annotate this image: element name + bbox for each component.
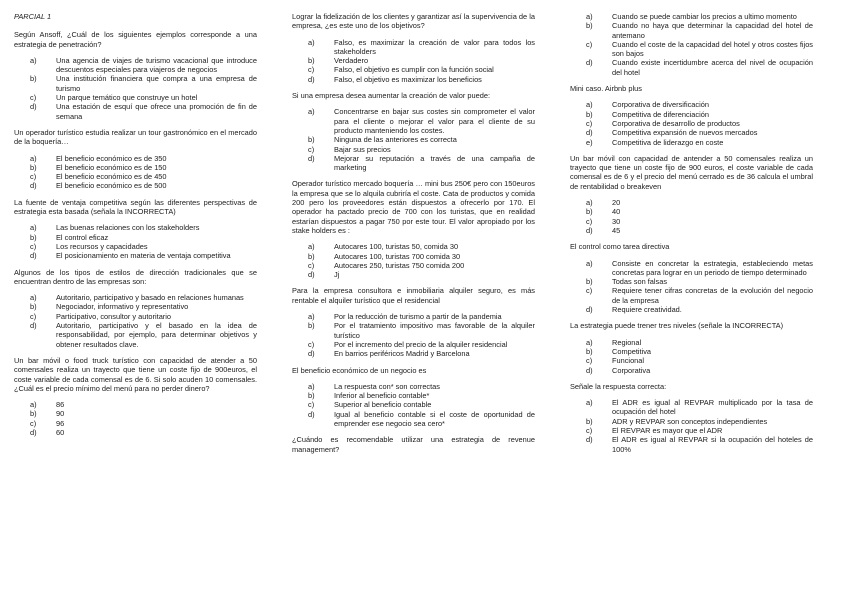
option-letter: d) <box>30 251 37 261</box>
question-block <box>570 84 813 147</box>
option-text: Consiste en concretar la estrategia, estableciendo metas concretas para lograr en un periodo de tiempo determinado <box>612 258 813 277</box>
answer-options <box>14 293 257 349</box>
question-text: Un bar móvil con capacidad de antender a 50 comensales realiza un trayecto que tiene un coste fijo de 900 euros, el coste variable de cada comensal es de 6 y el precio del menú cerrado es de 36 calcula el umbral de rentabilidad o breakeven <box>570 153 813 191</box>
option-letter: c) <box>586 286 593 296</box>
answer-options <box>292 38 535 84</box>
answer-option <box>292 312 535 321</box>
option-text: Una institución financiera que compra a una empresa de turismo <box>56 74 257 93</box>
option-text: 96 <box>56 418 65 428</box>
answer-option <box>570 110 813 119</box>
answer-option <box>292 56 535 65</box>
answer-option <box>14 163 257 172</box>
answer-option <box>292 145 535 154</box>
answer-option <box>14 172 257 181</box>
answer-option <box>570 21 813 40</box>
answer-option <box>570 217 813 226</box>
column-1 <box>14 12 257 444</box>
option-text: El ADR es igual al REVPAR multiplicado por la tasa de ocupación del hotel <box>612 398 813 417</box>
answer-option <box>14 419 257 428</box>
option-letter: d) <box>30 181 37 191</box>
answer-option <box>570 347 813 356</box>
answer-option <box>292 400 535 409</box>
option-text: 45 <box>612 225 621 235</box>
option-text: Requiere tener cifras concretas de la evolución del negocio de la empresa <box>612 286 813 305</box>
option-letter: d) <box>30 427 37 437</box>
answer-option <box>292 65 535 74</box>
option-letter: a) <box>586 12 593 21</box>
option-text: Autocares 100, turistas 700 comida 30 <box>334 251 461 261</box>
answer-option <box>570 128 813 137</box>
question-block <box>292 179 535 279</box>
answer-option <box>292 252 535 261</box>
answer-options <box>570 100 813 146</box>
answer-option <box>292 349 535 358</box>
question-text: El beneficio económico de un negocio es <box>292 365 427 375</box>
question-text: Lograr la fidelización de los clientes y garantizar así la supervivencia de la empresa, ¿es este uno de los objetivos? <box>292 12 535 31</box>
option-letter: c) <box>586 425 593 435</box>
question-block <box>292 12 535 84</box>
option-text: Por la reducción de turismo a partir de la pandemia <box>334 312 502 322</box>
question-block <box>292 286 535 358</box>
answer-option <box>292 107 535 135</box>
option-letter: d) <box>308 74 315 84</box>
option-text: Por el tratamiento impositivo mas favorable de la alquiler turístico <box>334 321 535 340</box>
answer-option <box>14 428 257 437</box>
answer-option <box>292 135 535 144</box>
question-text: La estrategia puede trener tres niveles (señale la INCORRECTA) <box>570 321 784 331</box>
answer-option <box>292 391 535 400</box>
option-letter: c) <box>308 144 315 154</box>
answer-option <box>14 56 257 75</box>
option-letter: d) <box>308 270 315 280</box>
option-text: Cuando el coste de la capacidad del hotel y otros costes fijos son bajos <box>612 39 813 59</box>
option-text: Negociador, informativo y representativo <box>56 302 189 312</box>
answer-option <box>570 338 813 347</box>
option-text: Autoritario, participativo y basado en relaciones humanas <box>56 293 244 303</box>
option-text: Un parque temático que construye un hotel <box>56 93 198 103</box>
answer-option <box>570 398 813 417</box>
option-text: 20 <box>612 198 621 208</box>
option-letter: a) <box>586 258 593 268</box>
option-text: Falso, el objetivo es maximizar los beneficios <box>334 74 482 84</box>
option-letter: a) <box>308 312 315 322</box>
answer-options <box>570 198 813 235</box>
question-block <box>292 91 535 172</box>
question-block <box>570 12 813 77</box>
question-block <box>570 321 813 374</box>
question-block <box>14 268 257 349</box>
option-letter: b) <box>308 56 315 66</box>
option-letter: c) <box>586 356 593 366</box>
column-2 <box>292 12 535 461</box>
option-text: Los recursos y capacidades <box>56 241 148 251</box>
answer-option <box>570 119 813 128</box>
option-letter: a) <box>30 153 37 163</box>
answer-option <box>292 38 535 57</box>
page-title: PARCIAL 1 <box>14 12 52 21</box>
option-text: Por el incremento del precio de la alquiler residencial <box>334 339 508 349</box>
option-text: Una agencia de viajes de turismo vacacional que introduce descuentos especiales para viajeros de negocios <box>56 55 257 75</box>
answer-option <box>570 12 813 21</box>
option-letter: d) <box>586 435 593 445</box>
option-text: Competitiva expansión de nuevos mercados <box>612 128 758 138</box>
option-letter: b) <box>30 302 37 312</box>
question-text: Operador turístico mercado boquería … mini bus 250€ pero con 150euros la empresa que se lo alquila cubriría el coste. Cata de productos y comida 200 pero los proveedores están dispuestos a ofrecerlo por 170. El operador ha pactado precio de 700 con los turistas, que en realidad estarían dispuestos a pagar 750 por este tour. El valor apropiado por los stake holders es : <box>292 179 535 235</box>
option-letter: d) <box>586 58 593 68</box>
answer-option <box>14 312 257 321</box>
option-text: 30 <box>612 216 621 226</box>
answer-option <box>570 417 813 426</box>
answer-option <box>14 251 257 260</box>
option-text: 40 <box>612 207 621 217</box>
option-letter: c) <box>308 400 315 410</box>
option-letter: b) <box>586 416 593 426</box>
option-text: Bajar sus precios <box>334 144 391 154</box>
answer-option <box>570 356 813 365</box>
answer-options <box>292 312 535 358</box>
option-letter: d) <box>308 409 315 419</box>
option-text: Requiere creatividad. <box>612 305 682 315</box>
answer-option <box>292 410 535 429</box>
answer-options <box>14 154 257 191</box>
answer-option <box>14 93 257 102</box>
option-text: Corporativa <box>612 365 651 375</box>
question-text: Para la empresa consultora e inmobiliaria alquiler seguro, es más rentable el alquiler turístico que el residencial <box>292 286 535 305</box>
question-block <box>570 242 813 314</box>
option-text: El beneficio económico es de 150 <box>56 162 167 172</box>
answer-option <box>14 321 257 349</box>
option-text: Inferior al beneficio contable* <box>334 391 430 401</box>
answer-option <box>570 40 813 59</box>
option-text: El beneficio económico es de 450 <box>56 172 167 182</box>
option-letter: e) <box>586 137 593 147</box>
question-block <box>14 198 257 261</box>
option-text: Una estación de esquí que ofrece una promoción de fin de semana <box>56 102 257 121</box>
option-text: 90 <box>56 409 65 419</box>
option-text: Competitiva <box>612 346 652 356</box>
option-letter: c) <box>30 311 37 321</box>
option-letter: c) <box>30 172 37 182</box>
question-text: Algunos de los tipos de estilos de dirección tradicionales que se encuentran dentro de las empresas son: <box>14 267 257 286</box>
option-letter: a) <box>586 337 593 347</box>
option-letter: a) <box>308 37 315 47</box>
question-block <box>292 435 535 454</box>
option-letter: d) <box>586 365 593 375</box>
answer-option <box>14 400 257 409</box>
answer-option <box>14 74 257 93</box>
question-text: El control como tarea directiva <box>570 242 670 252</box>
option-text: La respuesta con* son correctas <box>334 381 440 391</box>
answer-options <box>570 12 813 77</box>
option-letter: a) <box>30 55 37 65</box>
question-block <box>570 154 813 235</box>
answer-option <box>570 426 813 435</box>
answer-options <box>570 398 813 454</box>
option-letter: d) <box>30 321 37 331</box>
answer-options <box>14 223 257 260</box>
option-letter: a) <box>30 293 37 303</box>
answer-option <box>570 277 813 286</box>
option-text: Falso, el objetivo es cumplir con la función social <box>334 65 494 75</box>
option-letter: d) <box>586 128 593 138</box>
option-text: Verdadero <box>334 56 369 66</box>
option-text: El beneficio económico es de 350 <box>56 153 167 163</box>
option-letter: b) <box>308 391 315 401</box>
option-text: Autoritario, participativo y el basado en la idea de responsabilidad, por ejemplo, para determinar objetivos y obtener resultados clave. <box>56 321 257 349</box>
answer-options <box>570 338 813 375</box>
option-text: Igual al beneficio contable si el coste de oportunidad de emprender ese negocio sea cero* <box>334 409 535 428</box>
answer-option <box>14 409 257 418</box>
option-text: Ninguna de las anteriores es correcta <box>334 135 457 145</box>
answer-option <box>570 226 813 235</box>
answer-option <box>14 302 257 311</box>
option-text: En barrios periféricos Madrid y Barcelona <box>334 349 470 359</box>
option-letter: a) <box>586 398 593 408</box>
option-text: Concentrarse en bajar sus costes sin comprometer el valor para el cliente o mejorar el valor para el cliente de su producto manteniendo los costes. <box>334 107 535 135</box>
option-letter: c) <box>586 39 593 49</box>
question-text: ¿Cuándo es recomendable utilizar una estrategia de revenue management? <box>292 435 535 454</box>
answer-option <box>570 198 813 207</box>
option-letter: c) <box>30 241 37 251</box>
option-letter: d) <box>308 153 315 163</box>
answer-option <box>14 233 257 242</box>
answer-options <box>570 259 813 315</box>
question-block <box>570 382 813 454</box>
answer-option <box>570 58 813 77</box>
option-letter: c) <box>308 260 315 270</box>
option-letter: b) <box>30 74 37 84</box>
option-text: Regional <box>612 337 642 347</box>
answer-option <box>570 435 813 454</box>
answer-options <box>14 56 257 121</box>
option-letter: c) <box>30 93 37 103</box>
question-text: Señale la respuesta correcta: <box>570 381 667 391</box>
answer-option <box>570 207 813 216</box>
option-letter: a) <box>30 400 37 410</box>
option-letter: a) <box>30 223 37 233</box>
answer-option <box>570 366 813 375</box>
option-text: El control eficaz <box>56 232 109 242</box>
answer-option <box>292 321 535 340</box>
option-letter: b) <box>586 207 593 217</box>
question-block <box>292 366 535 429</box>
option-text: Competitiva de liderazgo en coste <box>612 137 724 147</box>
answer-option <box>292 270 535 279</box>
option-text: Corporativa de diversificación <box>612 100 709 110</box>
question-block <box>14 30 257 121</box>
column-3 <box>570 12 813 461</box>
answer-option <box>292 75 535 84</box>
answer-option <box>570 286 813 305</box>
question-block <box>14 356 257 437</box>
option-text: Corporativa de desarrollo de productos <box>612 118 740 128</box>
answer-option <box>14 102 257 121</box>
option-letter: b) <box>586 277 593 287</box>
answer-option <box>292 340 535 349</box>
option-text: ADR y REVPAR son conceptos independientes <box>612 416 768 426</box>
option-text: Participativo, consultor y autoritario <box>56 311 172 321</box>
option-letter: b) <box>586 109 593 119</box>
answer-option <box>570 138 813 147</box>
option-text: Competitiva de diferenciación <box>612 109 709 119</box>
option-text: Funcional <box>612 356 645 366</box>
option-text: Cuando se puede cambiar los precios a ultimo momento <box>612 12 797 21</box>
option-letter: d) <box>30 102 37 112</box>
option-letter: a) <box>308 381 315 391</box>
option-letter: c) <box>586 118 593 128</box>
option-text: El beneficio económico es de 500 <box>56 181 167 191</box>
question-text: Mini caso. Airbnb plus <box>570 84 642 94</box>
option-text: Cuando no haya que determinar la capacidad del hotel de antemano <box>612 21 813 40</box>
option-letter: d) <box>308 349 315 359</box>
option-text: Las buenas relaciones con los stakeholders <box>56 223 200 233</box>
question-text: Un bar móvil o food truck turístico con capacidad de atender a 50 comensales realiza un trayecto que tiene un coste fijo de 900euros, el coste variable de cada comensal es de 6. Si solo acuden 10 comensales. ¿Cuál es el precio mínimo del menú para no perder dinero? <box>14 355 257 393</box>
option-letter: b) <box>30 162 37 172</box>
option-letter: b) <box>30 232 37 242</box>
answer-option <box>570 259 813 278</box>
question-text: Según Ansoff, ¿Cuál de los siguientes ejemplos corresponde a una estrategia de penetración? <box>14 30 257 49</box>
answer-option <box>292 382 535 391</box>
option-text: El posicionamiento en materia de ventaja competitiva <box>56 251 231 261</box>
option-letter: a) <box>308 242 315 252</box>
option-letter: c) <box>308 339 315 349</box>
answer-option <box>14 242 257 251</box>
question-text: Un operador turístico estudia realizar un tour gastronómico en el mercado de la boquería… <box>14 127 257 147</box>
option-text: Autocares 250, turistas 750 comida 200 <box>334 260 465 270</box>
option-letter: b) <box>308 321 315 331</box>
option-text: Falso, es maximizar la creación de valor para todos los stakeholders <box>334 37 535 56</box>
answer-option <box>292 242 535 251</box>
option-text: Mejorar su reputación a través de una campaña de marketing <box>334 153 535 173</box>
answer-option <box>570 100 813 109</box>
answer-options <box>292 107 535 172</box>
answer-option <box>14 293 257 302</box>
answer-options <box>14 400 257 437</box>
answer-option <box>14 181 257 190</box>
option-letter: a) <box>586 100 593 110</box>
answer-option <box>292 261 535 270</box>
answer-option <box>14 154 257 163</box>
option-text: Autocares 100, turistas 50, comida 30 <box>334 242 459 252</box>
option-letter: c) <box>308 65 315 75</box>
option-letter: c) <box>30 418 37 428</box>
option-letter: d) <box>586 225 593 235</box>
question-text: La fuente de ventaja competitiva según las diferentes perspectivas de estrategia esta basada (señala la INCORRECTA) <box>14 197 257 217</box>
option-letter: a) <box>586 198 593 208</box>
option-letter: b) <box>30 409 37 419</box>
option-letter: a) <box>308 107 315 117</box>
option-text: Cuando existe incertidumbre acerca del nivel de ocupación del hotel <box>612 58 813 77</box>
answer-option <box>14 223 257 232</box>
option-text: Superior al beneficio contable <box>334 400 432 410</box>
option-text: El REVPAR es mayor que el ADR <box>612 425 723 435</box>
option-text: Todas son falsas <box>612 277 668 287</box>
answer-options <box>292 382 535 428</box>
option-letter: b) <box>308 251 315 261</box>
option-letter: d) <box>586 305 593 315</box>
option-text: 60 <box>56 427 65 437</box>
option-letter: b) <box>586 21 593 31</box>
option-text: 86 <box>56 400 65 410</box>
option-letter: b) <box>586 346 593 356</box>
answer-option <box>570 305 813 314</box>
option-letter: b) <box>308 135 315 145</box>
option-text: Jj <box>334 270 340 280</box>
answer-option <box>292 154 535 173</box>
option-text: El ADR es igual al REVPAR si la ocupación del hoteles de 100% <box>612 435 813 454</box>
question-block <box>14 128 257 191</box>
question-text: Si una empresa desea aumentar la creación de valor puede: <box>292 91 491 101</box>
option-letter: c) <box>586 216 593 226</box>
answer-options <box>292 242 535 279</box>
